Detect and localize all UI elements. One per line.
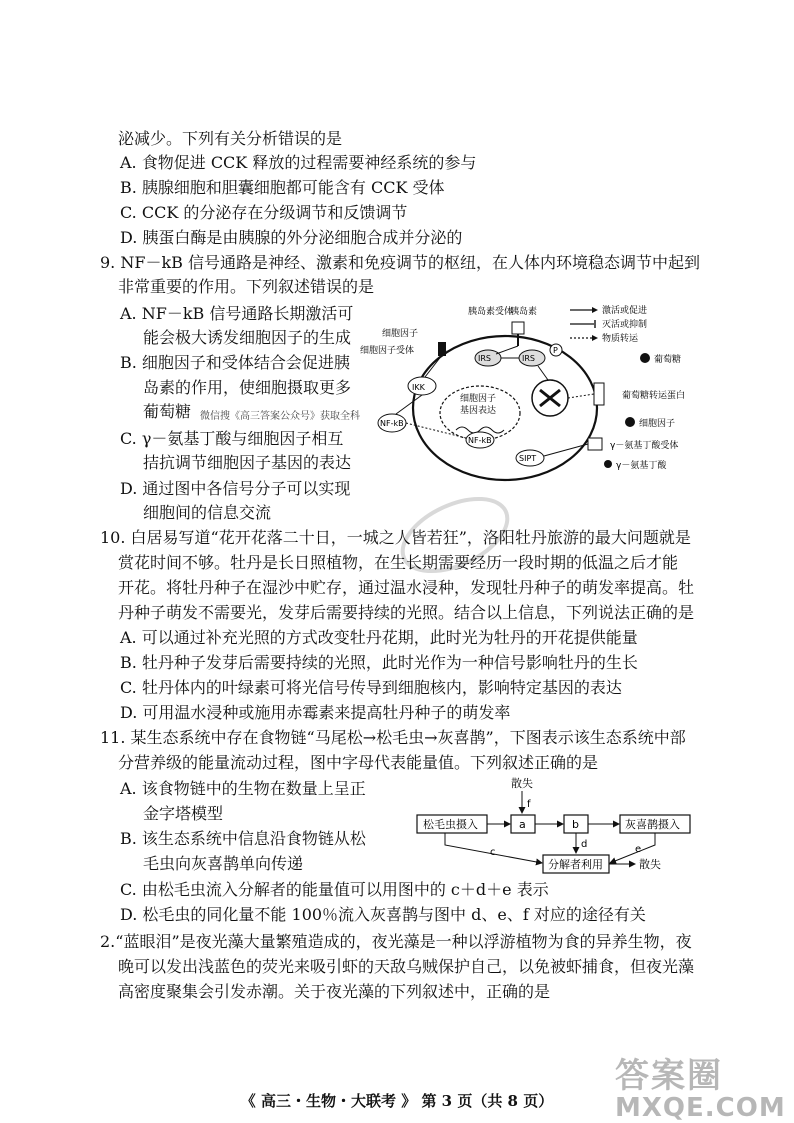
q10-option-b: B. 牡丹种子发芽后需要持续的光照，此时光作为一种信号影响牡丹的生长	[120, 653, 638, 672]
label-b: b	[572, 818, 579, 831]
q9-stem-line2: 非常重要的作用。下列叙述错误的是	[118, 277, 375, 296]
label-intake-1: 松毛虫摄入	[423, 818, 478, 831]
q9-option-d-line1: D. 通过图中各信号分子可以实现	[120, 479, 351, 498]
label-gene-expression-2: 基因表达	[460, 406, 497, 416]
q11-option-c: C. 由松毛虫流入分解者的能量值可以用图中的 c＋d＋e 表示	[120, 880, 549, 899]
q10-stem-line3: 开花。将牡丹种子在湿沙中贮存，通过温水浸种，发现牡丹种子的萌发率提高。牡	[118, 578, 695, 597]
node-irs-2: IRS	[522, 354, 535, 363]
label-insulin: 胰岛素	[510, 307, 538, 317]
label-e: e	[635, 844, 642, 855]
label-f: f	[527, 799, 531, 810]
watermark-logo	[615, 1048, 790, 1123]
q9-option-c-line1: C. γ－氨基丁酸与细胞因子相互	[120, 429, 344, 448]
q8-option-c: C. CCK 的分泌存在分级调节和反馈调节	[120, 203, 408, 222]
q10-stem-line4: 丹种子萌发不需要光，发芽后需要持续的光照。结合以上信息，下列说法正确的是	[118, 603, 695, 622]
q9-option-b-line1: B. 细胞因子和受体结合会促进胰	[120, 353, 350, 372]
label-cytokine-receptor: 细胞因子受体	[360, 346, 415, 356]
q10-stem-line1: 10. 白居易写道“花开花落二十日，一城之人皆若狂”，洛阳牡丹旅游的最大问题就是	[100, 528, 691, 547]
legend-transport: 物质转运	[602, 334, 639, 344]
legend-activate: 激活或促进	[602, 306, 648, 316]
wechat-note: 微信搜《高三答案公众号》获取全科	[200, 411, 360, 422]
label-d: d	[581, 839, 588, 850]
node-nfkb-2: NF-kB	[468, 436, 492, 445]
q11-option-b-line2: 毛虫向灰喜鹊单向传递	[143, 854, 304, 873]
label-glucose: 葡萄糖	[654, 355, 682, 365]
q11-option-a-line1: A. 该食物链中的生物在数量上呈正	[120, 779, 366, 798]
label-loss-top: 散失	[511, 777, 533, 790]
q11-stem-line2: 分营养级的能量流动过程，图中字母代表能量值。下列叙述正确的是	[118, 753, 599, 772]
label-decomposer: 分解者利用	[548, 858, 603, 871]
label-cytokine-right: 细胞因子	[639, 419, 676, 429]
q9-cell-signaling-diagram	[360, 298, 700, 493]
label-glucose-transporter: 葡萄糖转运蛋白	[622, 391, 686, 401]
label-loss-right: 散失	[639, 858, 661, 871]
q9-option-b-line3: 葡萄糖	[143, 402, 192, 421]
q11-option-d: D. 松毛虫的同化量不能 100％流入灰喜鹊与图中 d、e、f 对应的途径有关	[120, 905, 646, 924]
node-ikk: IKK	[412, 383, 425, 392]
q12-stem-line2: 晚可以发出浅蓝色的荧光来吸引虾的天敌乌贼保护自己，以免被虾捕食，但夜光藻	[118, 957, 695, 976]
q8-option-b: B. 胰腺细胞和胆囊细胞都可能含有 CCK 受体	[120, 178, 445, 197]
q12-stem-line1: 2.“蓝眼泪”是夜光藻大量繁殖造成的，夜光藻是一种以浮游植物为食的异养生物，夜	[100, 932, 692, 951]
q8-option-a: A. 食物促进 CCK 释放的过程需要神经系统的参与	[120, 153, 477, 172]
label-a: a	[519, 818, 526, 831]
label-c: c	[490, 847, 496, 858]
q9-stem-line1: 9. NF－kB 信号通路是神经、激素和免疫调节的枢纽，在人体内环境稳态调节中起到	[100, 253, 700, 272]
q10-stem-line2: 赏花时间不够。牡丹是长日照植物，在生长期需要经历一段时期的低温之后才能	[118, 553, 679, 572]
label-intake-2: 灰喜鹊摄入	[625, 818, 680, 831]
node-p: P	[553, 346, 558, 355]
insulin-receptor-shape	[512, 322, 524, 334]
q11-energy-flow-diagram	[415, 775, 715, 875]
q10-option-d: D. 可用温水浸种或施用赤霉素来提高牡丹种子的萌发率	[120, 703, 511, 722]
q9-option-d-line2: 细胞间的信息交流	[143, 503, 272, 522]
label-cytokine: 细胞因子	[382, 329, 419, 339]
q9-option-c-line2: 拮抗调节细胞因子基因的表达	[143, 453, 352, 472]
watermark-site: MXQE.COM	[615, 1093, 786, 1123]
q11-option-a-line2: 金字塔模型	[143, 804, 224, 823]
label-insulin-receptor: 胰岛素受体	[468, 307, 514, 317]
page-footer: 《 高三・生物・大联考 》 第 3 页（共 8 页）	[240, 1092, 554, 1110]
q9-option-b-line2: 岛素的作用，使细胞摄取更多	[143, 378, 352, 397]
q9-option-a-line1: A. NF－kB 信号通路长期激活可	[120, 304, 354, 323]
legend-inhibit: 灭活或抑制	[602, 320, 648, 330]
watermark-logo-text: 答案圈	[615, 1056, 723, 1096]
q8-option-d: D. 胰蛋白酶是由胰腺的外分泌细胞合成并分泌的	[120, 228, 463, 247]
q11-stem-line1: 11. 某生态系统中存在食物链“马尾松→松毛虫→灰喜鹊”，下图表示该生态系统中部	[100, 728, 686, 747]
node-sirt: SIPT	[519, 454, 537, 463]
cytokine-receptor-shape	[438, 342, 446, 356]
q9-option-a-line2: 能会极大诱发细胞因子的生成	[143, 328, 352, 347]
node-irs-1: IRS	[478, 354, 491, 363]
label-gaba: γ－氨基丁酸	[616, 461, 667, 471]
label-gene-expression-1: 细胞因子	[460, 394, 497, 404]
diagram-legend	[570, 304, 647, 344]
q11-option-b-line1: B. 该生态系统中信息沿食物链从松	[120, 829, 366, 848]
q12-stem-line3: 高密度聚集会引发赤潮。关于夜光藻的下列叙述中，正确的是	[118, 982, 551, 1001]
q10-option-a: A. 可以通过补充光照的方式改变牡丹花期，此时光为牡丹的开花提供能量	[120, 628, 638, 647]
label-gaba-receptor: γ－氨基丁酸受体	[610, 441, 679, 451]
q8-stem-tail: 泌减少。下列有关分析错误的是	[118, 129, 343, 148]
node-nfkb-1: NF-kB	[380, 419, 404, 428]
q10-option-c: C. 牡丹体内的叶绿素可将光信号传导到细胞核内，影响特定基因的表达	[120, 678, 622, 697]
